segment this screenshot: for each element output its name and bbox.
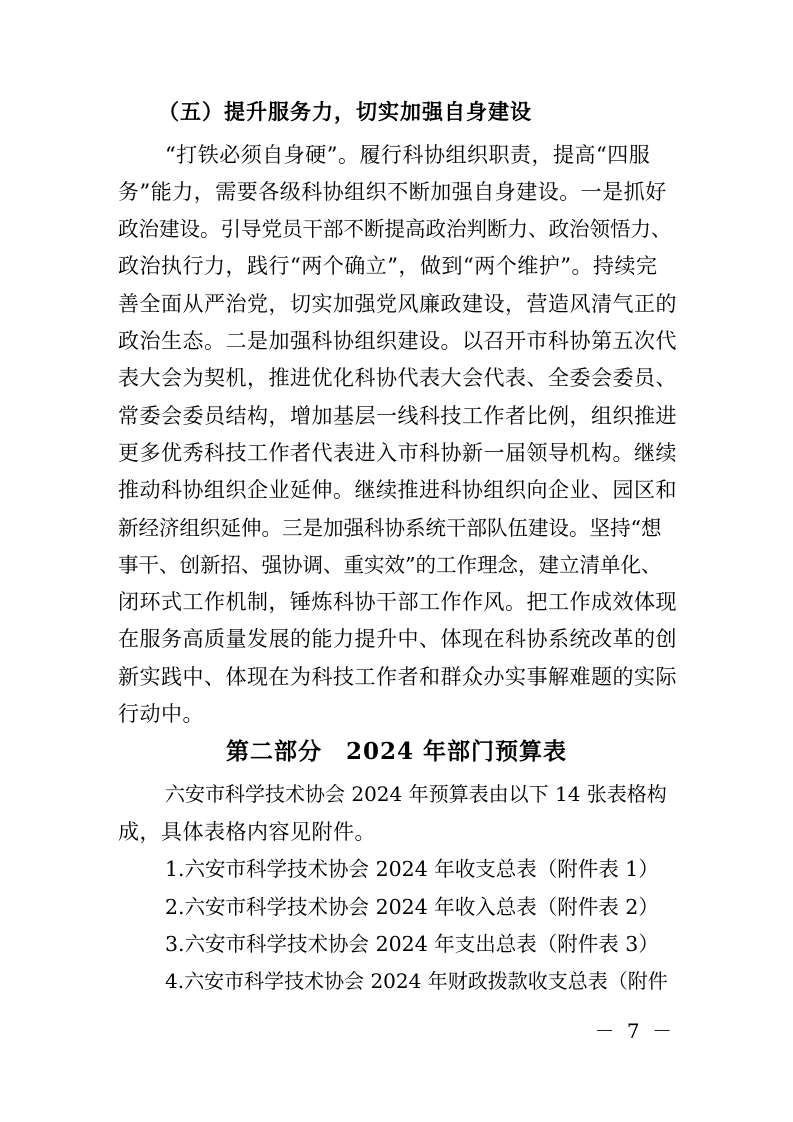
intro-line: 成，具体表格内容见附件。 xyxy=(118,820,376,844)
section-heading: （五）提升服务力，切实加强自身建设 xyxy=(158,99,532,124)
body-line: 行动中。 xyxy=(118,702,204,726)
body-line: 推动科协组织企业延伸。继续推进科协组织向企业、园区和 xyxy=(118,478,677,502)
body-line: 常委会委员结构，增加基层一线科技工作者比例，组织推进 xyxy=(118,404,677,428)
body-line: 务”能力，需要各级科协组织不断加强自身建设。一是抓好 xyxy=(118,180,667,204)
body-line: 表大会为契机，推进优化科协代表大会代表、全委会委员、 xyxy=(118,366,677,390)
body-line: 政治建设。引导党员干部不断提高政治判断力、政治领悟力、 xyxy=(118,217,672,241)
list-item: 4.六安市科学技术协会 2024 年财政拨款收支总表（附件 xyxy=(165,969,668,993)
body-line: 事干、创新招、强协调、重实效”的工作理念，建立清单化、 xyxy=(118,553,662,577)
body-line: “打铁必须自身硬”。履行科协组织职责，提高“四服 xyxy=(165,143,651,167)
body-line: 善全面从严治党，切实加强党风廉政建设，营造风清气正的 xyxy=(118,292,677,316)
body-line: 政治执行力，践行“两个确立”，做到“两个维护”。持续完 xyxy=(118,254,658,278)
body-line: 闭环式工作机制，锤炼科协干部工作作风。把工作成效体现 xyxy=(118,590,677,614)
list-item: 2.六安市科学技术协会 2024 年收入总表（附件表 2） xyxy=(165,895,659,919)
page-number: － 7 － xyxy=(594,1019,675,1043)
part-title: 第二部分 2024 年部门预算表 xyxy=(225,738,568,765)
body-line: 更多优秀科技工作者代表进入市科协新一届领导机构。继续 xyxy=(118,441,677,465)
body-line: 新实践中、体现在为科技工作者和群众办实事解难题的实际 xyxy=(118,665,677,689)
body-line: 新经济组织延伸。三是加强科协系统干部队伍建设。坚持“想 xyxy=(118,516,662,540)
list-item: 1.六安市科学技术协会 2024 年收支总表（附件表 1） xyxy=(165,857,659,881)
list-item: 3.六安市科学技术协会 2024 年支出总表（附件表 3） xyxy=(165,932,659,956)
body-line: 在服务高质量发展的能力提升中、体现在科协系统改革的创 xyxy=(118,627,677,651)
intro-line: 六安市科学技术协会 2024 年预算表由以下 14 张表格构 xyxy=(165,782,667,806)
body-line: 政治生态。二是加强科协组织建设。以召开市科协第五次代 xyxy=(118,329,677,353)
